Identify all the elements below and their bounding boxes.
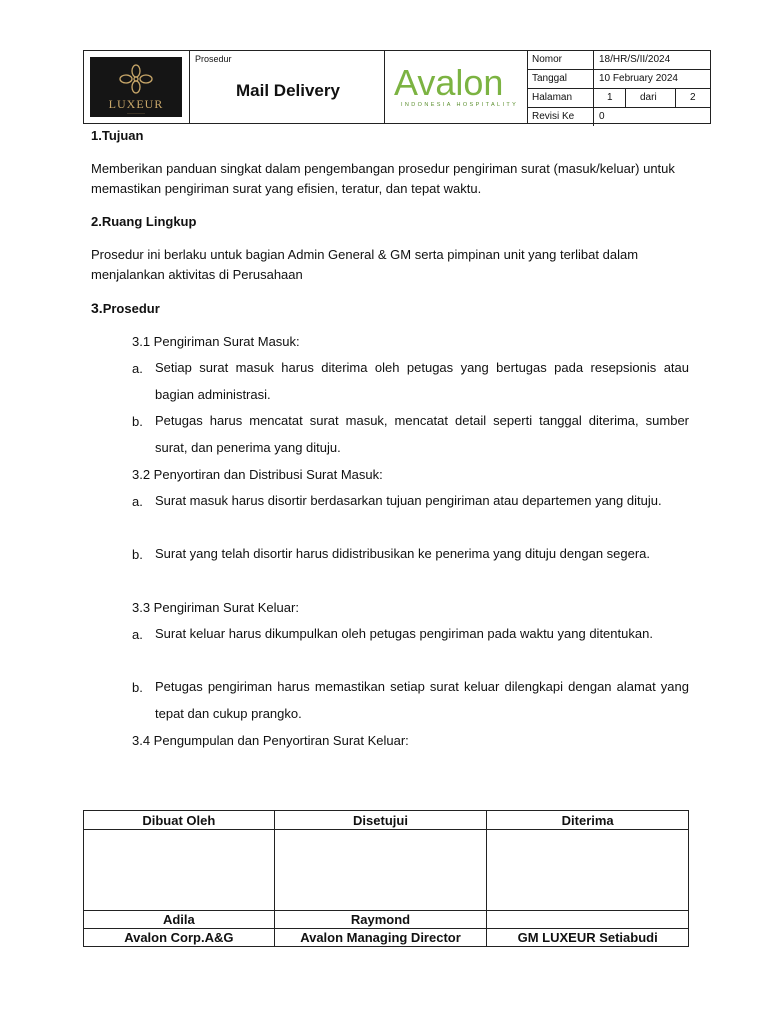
meta-label: Tanggal bbox=[532, 73, 568, 84]
meta-row-halaman bbox=[527, 89, 711, 108]
signature-org-row bbox=[84, 929, 689, 947]
heading-number: 3. bbox=[91, 300, 103, 316]
avalon-logo bbox=[384, 61, 524, 117]
signature-header-row bbox=[84, 811, 689, 830]
list-item: Surat keluar harus dikumpulkan oleh petugas pengiriman pada waktu yang ditentukan. bbox=[155, 626, 653, 641]
list-marker: b. bbox=[132, 680, 143, 695]
signature-space bbox=[84, 830, 275, 911]
subsection-title: 3.2 Penyortiran dan Distribusi Surat Masuk: bbox=[132, 467, 383, 482]
list-item: Petugas harus mencatat surat masuk, mencatat detail seperti tanggal diterima, sumber surat, dan penerima yang dituju. bbox=[155, 413, 689, 455]
brand-wordmark: Avalon bbox=[394, 62, 504, 103]
signature-header: Dibuat Oleh bbox=[84, 811, 275, 830]
section-paragraph: Prosedur ini berlaku untuk bagian Admin General & GM serta pimpinan unit yang terlibat dalam menjalankan aktivitas di Perusahaan bbox=[91, 247, 639, 282]
signatory-name bbox=[487, 911, 689, 929]
section-heading: 1.Tujuan bbox=[91, 128, 144, 143]
list-marker: a. bbox=[132, 627, 143, 642]
signature-space bbox=[274, 830, 487, 911]
header-divider bbox=[189, 51, 190, 123]
signature-space-row bbox=[84, 830, 689, 911]
section-heading bbox=[91, 300, 160, 316]
meta-value: 10 February 2024 bbox=[599, 73, 678, 84]
signature-space bbox=[487, 830, 689, 911]
signatory-org: Avalon Corp.A&G bbox=[84, 929, 275, 947]
heading-text: Prosedur bbox=[102, 301, 160, 316]
meta-value: 18/HR/S/II/2024 bbox=[599, 54, 671, 65]
list-item: Surat yang telah disortir harus didistribusikan ke penerima yang dituju dengan segera. bbox=[155, 546, 651, 561]
subsection-title: 3.4 Pengumpulan dan Penyortiran Surat Keluar: bbox=[132, 733, 409, 748]
section-heading: 2.Ruang Lingkup bbox=[91, 214, 197, 229]
brand-tagline: INDONESIA HOSPITALITY bbox=[401, 102, 519, 108]
meta-row-tanggal bbox=[527, 70, 711, 89]
subsection-title: 3.1 Pengiriman Surat Masuk: bbox=[132, 334, 300, 349]
signatory-org: Avalon Managing Director bbox=[274, 929, 487, 947]
section-paragraph: Memberikan panduan singkat dalam pengembangan prosedur pengiriman surat (masuk/keluar) untuk memastikan pengiriman surat yang efisien, teratur, dan tepat waktu. bbox=[91, 161, 675, 196]
logo-tagline-line: —————— bbox=[127, 111, 145, 115]
meta-label: dari bbox=[640, 92, 657, 103]
meta-label: Revisi Ke bbox=[532, 111, 575, 122]
category-label: Prosedur bbox=[195, 54, 232, 64]
list-marker: b. bbox=[132, 547, 143, 562]
list-item: Setiap surat masuk harus diterima oleh petugas yang bertugas pada resepsionis atau bagian administrasi. bbox=[155, 360, 689, 402]
signature-name-row bbox=[84, 911, 689, 929]
subsection-title: 3.3 Pengiriman Surat Keluar: bbox=[132, 600, 299, 615]
meta-label: Halaman bbox=[532, 92, 573, 103]
signatory-org: GM LUXEUR Setiabudi bbox=[487, 929, 689, 947]
document-header bbox=[83, 50, 711, 124]
signatory-name: Raymond bbox=[274, 911, 487, 929]
signature-table bbox=[83, 810, 689, 947]
meta-row-nomor bbox=[527, 51, 711, 70]
list-item: Surat masuk harus disortir berdasarkan tujuan pengiriman atau departemen yang dituju. bbox=[155, 493, 662, 508]
meta-value: 2 bbox=[690, 92, 696, 103]
list-marker: a. bbox=[132, 361, 143, 376]
meta-value: 0 bbox=[599, 111, 605, 122]
ornament-icon bbox=[90, 63, 182, 100]
document-meta-table bbox=[527, 51, 711, 126]
logo-wordmark: LUXEUR bbox=[108, 97, 164, 111]
signature-header: Disetujui bbox=[274, 811, 487, 830]
signatory-name: Adila bbox=[84, 911, 275, 929]
luxeur-logo bbox=[90, 57, 182, 117]
list-marker: b. bbox=[132, 414, 143, 429]
list-marker: a. bbox=[132, 494, 143, 509]
meta-row-revisi bbox=[527, 108, 711, 126]
meta-label: Nomor bbox=[532, 54, 563, 65]
list-item: Petugas pengiriman harus memastikan setiap surat keluar dilengkapi dengan alamat yang tepat dan cukup prangko. bbox=[155, 679, 689, 721]
document-title: Mail Delivery bbox=[236, 81, 340, 100]
signature-header: Diterima bbox=[487, 811, 689, 830]
meta-value: 1 bbox=[607, 92, 613, 103]
